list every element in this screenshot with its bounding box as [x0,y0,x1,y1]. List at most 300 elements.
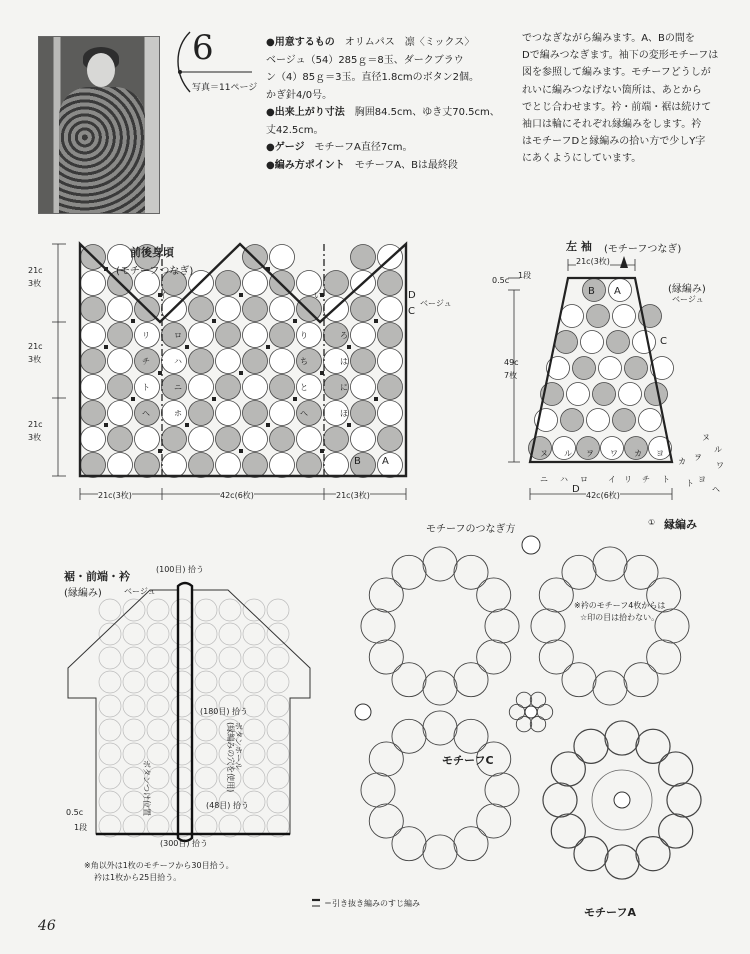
buttonhole-label: ボタンホール [234,722,243,770]
hem-title: 裾・前端・衿 [64,570,130,583]
hem-motif-circle [147,599,169,621]
motif-scallop [593,547,627,581]
motif-circle [81,297,106,322]
motif-d-scallop [530,716,545,731]
sleeve-side-letter: ワ [716,461,724,470]
sleeve-side-letter: ヌ [702,433,710,442]
pick-low: (48目) 拾う [206,801,249,810]
motif-scallop [454,827,488,861]
motif-scallop [423,711,457,745]
hem-motif-circle [267,791,289,813]
join-square [185,423,189,427]
gauge-text: モチーフA直径7cm。 [314,142,413,153]
join-square [293,397,297,401]
hem-motif-circle [147,623,169,645]
sleeve-label-d: D [572,484,580,495]
sleeve-label-a: A [614,286,621,297]
sleeve-letter: ワ [610,449,618,458]
motif-circle [81,349,106,374]
motif-circle [351,323,376,348]
sleeve-letter: ハ [560,475,568,484]
motif-scallop [477,804,511,838]
motif-circle [81,427,106,452]
sleeve-length-dim: 49c [504,358,519,367]
size-line: 丈42.5cm。 [266,124,324,136]
hem-motif-circle [171,791,193,813]
join-letter: に [340,383,348,392]
label-a: A [382,456,389,467]
hem-motif-circle [123,599,145,621]
hem-motif-circle [171,695,193,717]
motif-circle [216,453,241,478]
motif-circle [270,271,295,296]
hem-motif-circle [123,671,145,693]
join-title: モチーフのつなぎ方 [426,524,516,535]
row-count: 3枚 [28,433,42,442]
motif-circle [108,427,133,452]
sleeve-letter: ヌ [540,449,548,458]
motif-circle [324,427,349,452]
hem-motif-circle [219,599,241,621]
sleeve-edge-dim: 0.5c [492,276,510,285]
join-square [104,345,108,349]
sleeve-motif-circle [561,409,584,432]
motif-circle [351,401,376,426]
motif-d-scallop [516,692,531,707]
motif-circle [270,323,295,348]
size-heading: ●出来上がり寸法 [266,107,345,118]
motif-scallop [562,663,596,697]
motif-scallop [392,827,426,861]
hem-motif-circle [99,743,121,765]
hem-motif-circle [195,647,217,669]
hem-motif-circle [171,743,193,765]
motif-circle [189,453,214,478]
sleeve-arrow-icon [620,256,628,268]
hem-motif-circle [243,767,265,789]
join-letter: と [300,383,308,392]
hem-motif-circle [267,743,289,765]
join-note: ※衿のモチーフ4枚からは [574,601,666,610]
motif-d-scallop [509,704,524,719]
hem-motif-circle [243,671,265,693]
motif-circle [81,401,106,426]
motif-scallop [647,640,681,674]
hem-motif-circle [147,719,169,741]
hem-motif-circle [267,647,289,669]
motif-scallop [485,773,519,807]
motif-scallop [361,773,395,807]
instruction-line: Dで編みつなぎます。袖下の変形モチーフは [522,50,719,62]
hem-motif-circle [171,719,193,741]
instruction-line: 図を参照して編みます。モチーフどうしが [522,67,711,79]
small-motif [355,704,371,720]
motif-circle [378,297,403,322]
join-square [131,397,135,401]
edge-number: ① [648,518,656,527]
hem-note: ※角以外は1枚のモチーフから30目拾う。 [84,861,234,870]
motif-scallop [605,845,639,879]
hem-motif-circle [99,791,121,813]
sleeve-motif-circle [625,357,648,380]
motif-circle [324,453,349,478]
sleeve-motif-circle [639,409,662,432]
row-size: 21c [28,342,43,351]
method-text: モチーフA、Bは最終段 [354,159,458,171]
join-letter: ろ [340,331,348,340]
motif-scallop [392,663,426,697]
hem-motif-circle [123,647,145,669]
motif-scallop [562,555,596,589]
motif-d-scallop [537,704,552,719]
hem-motif-circle [195,599,217,621]
join-letter: ト [142,383,150,392]
sleeve-letter: イ [608,475,616,484]
small-motif [522,536,540,554]
hem-motif-circle [171,599,193,621]
motif-scallop [543,783,577,817]
motif-c-label: モチーフC [442,754,494,767]
hem-motif-circle [99,671,121,693]
materials-line: かぎ針4/0号。 [266,89,333,101]
motif-circle [108,349,133,374]
sleeve-motif-circle [561,305,584,328]
size-line: 胸囲84.5cm、ゆき丈70.5cm、 [354,107,500,118]
hem-motif-circle [243,647,265,669]
page-number: 46 [38,918,56,934]
motif-circle [216,271,241,296]
join-letter: ニ [174,383,182,392]
motif-d-center [525,706,537,718]
motif-circle [297,427,322,452]
motif-scallop [485,609,519,643]
row-size: 21c [28,420,43,429]
motif-circle [81,323,106,348]
body-motif-grid [81,245,403,478]
join-letter: り [300,331,308,340]
motif-circle [270,245,295,270]
edge-label: 縁編み [664,518,697,531]
hem-motif-circle [123,623,145,645]
motif-circle [270,453,295,478]
motif-scallop [423,547,457,581]
motif-scallop [593,671,627,705]
motif-scallop [624,555,658,589]
motif-scallop [454,719,488,753]
motif-d-scallop [530,692,545,707]
hem-motif-circle [171,671,193,693]
sleeve-side-letter: カ [678,457,686,466]
motif-circle [81,453,106,478]
hem-motif-circle [267,599,289,621]
motif-circle [270,297,295,322]
sleeve-motif-circle [567,383,590,406]
hem-motif-circle [171,647,193,669]
join-square [212,319,216,323]
motif-scallop [636,837,670,871]
label-c: C [408,306,415,317]
hem-motif-circle [147,647,169,669]
join-square [212,397,216,401]
motif-circle [351,297,376,322]
hem-motif-circle [267,695,289,717]
motif-circle [189,427,214,452]
materials-heading: ●用意するもの [266,37,335,48]
motif-scallop [477,640,511,674]
sleeve-letter: ロ [580,475,588,484]
motif-circle [270,401,295,426]
motif-circle [378,427,403,452]
hem-motif-circle [99,623,121,645]
row-count: 3枚 [28,279,42,288]
row-size: 21c [28,266,43,275]
hem-subtitle: (縁編み) [64,588,102,599]
hem-edge-rows: 1段 [74,823,88,832]
front-band [178,583,192,841]
motif-circle [162,427,187,452]
sleeve-edge-label: (縁編み) [668,284,706,295]
motif-circle [378,375,403,400]
hem-motif-circle [171,767,193,789]
motif-circle [243,349,268,374]
sleeve-motif-circle [619,383,642,406]
motif-circle [270,427,295,452]
motif-scallop [392,555,426,589]
sleeve-side-letter: ヲ [694,453,702,462]
hem-motif-circle [219,671,241,693]
join-square [239,293,243,297]
motif-circle [243,297,268,322]
join-motif-grid [355,536,701,879]
hem-motif-circle [99,767,121,789]
motif-circle [189,375,214,400]
motif-scallop [539,640,573,674]
hem-motif-circle [195,623,217,645]
motif-circle [162,453,187,478]
hem-motif-circle [243,743,265,765]
motif-circle [351,375,376,400]
sleeve-motif-circle [607,331,630,354]
motif-a-label: モチーフA [584,906,636,919]
hem-motif-circle [195,767,217,789]
motif-circle [135,453,160,478]
hem-motif-circle [99,695,121,717]
sleeve-motif-circle [581,331,604,354]
sleeve-motif-circle [573,357,596,380]
motif-scallop [655,609,689,643]
hem-motif-circle [267,671,289,693]
hem-motif-circle [219,647,241,669]
motif-circle [216,323,241,348]
motif-d-scallop [516,716,531,731]
join-square [239,371,243,375]
hem-motif-circle [267,623,289,645]
sleeve-letter: チ [642,475,650,484]
sleeve-top-dim: 21c(3枚) [576,257,610,266]
motif-circle [108,375,133,400]
join-letter: ち [300,357,308,366]
motif-circle [351,245,376,270]
hem-motif-circle [171,623,193,645]
join-letter: ロ [174,331,182,340]
sleeve-motif-circle [555,331,578,354]
join-square [347,423,351,427]
pick-top: (100目) 拾う [156,565,205,574]
motif-scallop [551,752,585,786]
materials-line: ベージュ（54）285ｇ＝8玉、ダークブラウ [266,54,464,66]
join-square [374,397,378,401]
sleeve-motif-circle [613,409,636,432]
motif-scallop [659,814,693,848]
color-note: ベージュ [420,299,452,308]
motif-circle [243,323,268,348]
sleeve-letter: ル [564,449,572,458]
body-title: 前後身頃 [130,246,174,259]
hem-motif-circle [147,695,169,717]
motif-scallop [531,609,565,643]
sleeve-title: 左 袖 [566,240,592,253]
label-b: B [354,456,361,467]
motif-circle [216,375,241,400]
join-letter: い [314,291,322,300]
join-square [131,319,135,323]
motif-circle [297,453,322,478]
motif-circle [270,375,295,400]
materials-line: ン（4）85ｇ＝3玉。直径1.8cmのボタン2個。 [266,72,479,83]
motif-scallop [659,752,693,786]
motif-circle [108,297,133,322]
motif-scallop [369,742,403,776]
gauge-heading: ●ゲージ [266,142,305,153]
stitch-legend-icon [312,900,320,906]
hem-motif-circle [147,671,169,693]
motif-scallop [392,719,426,753]
motif-circle [216,401,241,426]
join-square [104,423,108,427]
sleeve-motif-circle [587,409,610,432]
buttonhole-note: (縁編みの穴を使用) [226,722,235,793]
sleeve-length-count: 7枚 [504,371,518,380]
photo-reference: 写真＝11ページ [192,83,258,93]
motif-scallop [539,578,573,612]
sleeve-motif-circle [613,305,636,328]
sleeve-label-b: B [588,286,595,297]
join-square [239,449,243,453]
motif-scallop [667,783,701,817]
hem-edge-dim: 0.5c [66,808,84,817]
join-letter: ハ [174,357,182,366]
hem-motif-circle [99,599,121,621]
hem-motif-circle [99,719,121,741]
motif-circle [108,453,133,478]
motif-scallop [636,729,670,763]
motif-circle [81,271,106,296]
sleeve-letter: ト [662,475,670,484]
motif-scallop [574,729,608,763]
motif-scallop [369,640,403,674]
join-letter: ほ [340,409,348,418]
pick-bottom: (300目) 拾う [160,839,209,848]
motif-scallop [369,578,403,612]
hem-motif-circle [99,647,121,669]
instruction-line: はモチーフDと縁編みの拾い方で少しY字 [522,136,706,148]
motif-circle [270,349,295,374]
motif-circle [243,453,268,478]
instruction-line: でとじ合わせます。衿・前端・裾は続けて [522,101,712,113]
sleeve-label-c: C [660,336,667,347]
motif-scallop [423,671,457,705]
hem-motif-circle [267,767,289,789]
motif-circle [243,427,268,452]
hem-motif-circle [195,671,217,693]
instruction-line: にあくようにしています。 [522,153,642,165]
hem-motif-circle [219,623,241,645]
materials-line: オリムパス 凛〈ミックス〉 [344,37,475,48]
label-d: D [408,290,416,301]
motif-circle [378,401,403,426]
motif-scallop [454,555,488,589]
sleeve-letter: リ [624,475,632,484]
hem-motif-circle [195,719,217,741]
legend-text: ＝引き抜き編みのすじ編み [324,899,420,908]
motif-circle [378,349,403,374]
motif-a-center [614,792,630,808]
motif-circle [324,271,349,296]
sleeve-motif-circle [633,331,656,354]
sleeve-letter: ヲ [586,449,594,458]
motif-circle [108,401,133,426]
join-square [185,345,189,349]
sleeve-edge-color: ベージュ [672,295,704,304]
pick-mid: (180目) 拾う [200,707,249,716]
motif-scallop [551,814,585,848]
join-square [266,345,270,349]
motif-circle [351,349,376,374]
instruction-line: 袖口は輪にそれぞれ縁編みをします。衿 [522,119,702,131]
join-square [266,423,270,427]
motif-scallop [454,663,488,697]
motif-circle [189,323,214,348]
join-letter: チ [142,357,150,366]
sleeve-subtitle: (モチーフつなぎ) [604,244,682,255]
motif-circle [189,349,214,374]
sleeve-motif-circle [599,357,622,380]
hem-left-outline [68,590,178,834]
button-position: ボタンつけ位置 [142,760,151,816]
sleeve-side-letter: ル [714,445,722,454]
body-subtitle: (モチーフつなぎ) [116,266,194,277]
method-heading: ●編み方ポイント [266,159,345,171]
join-square [374,319,378,323]
pattern-number: 6 [192,28,214,68]
join-letter: は [340,357,348,366]
join-square [347,345,351,349]
sleeve-side-letter: ト [686,479,694,488]
sleeve-letter: ニ [540,475,548,484]
sleeve-side-letter: ヘ [712,485,720,494]
sleeve-edge-rows: 1段 [518,271,532,280]
motif-scallop [361,609,395,643]
motif-circle [243,401,268,426]
join-letter: へ [300,409,308,418]
instruction-line: でつなぎながら編みます。A、Bの間を [522,33,695,44]
instruction-line: れいに編みつなげない箇所は、あとから [522,84,702,96]
hem-motif-circle [123,695,145,717]
hem-motif-grid [99,599,289,837]
bottom-dim-left: 21c(3枚) [98,491,132,500]
motif-scallop [574,837,608,871]
sleeve-letter: カ [634,449,642,458]
